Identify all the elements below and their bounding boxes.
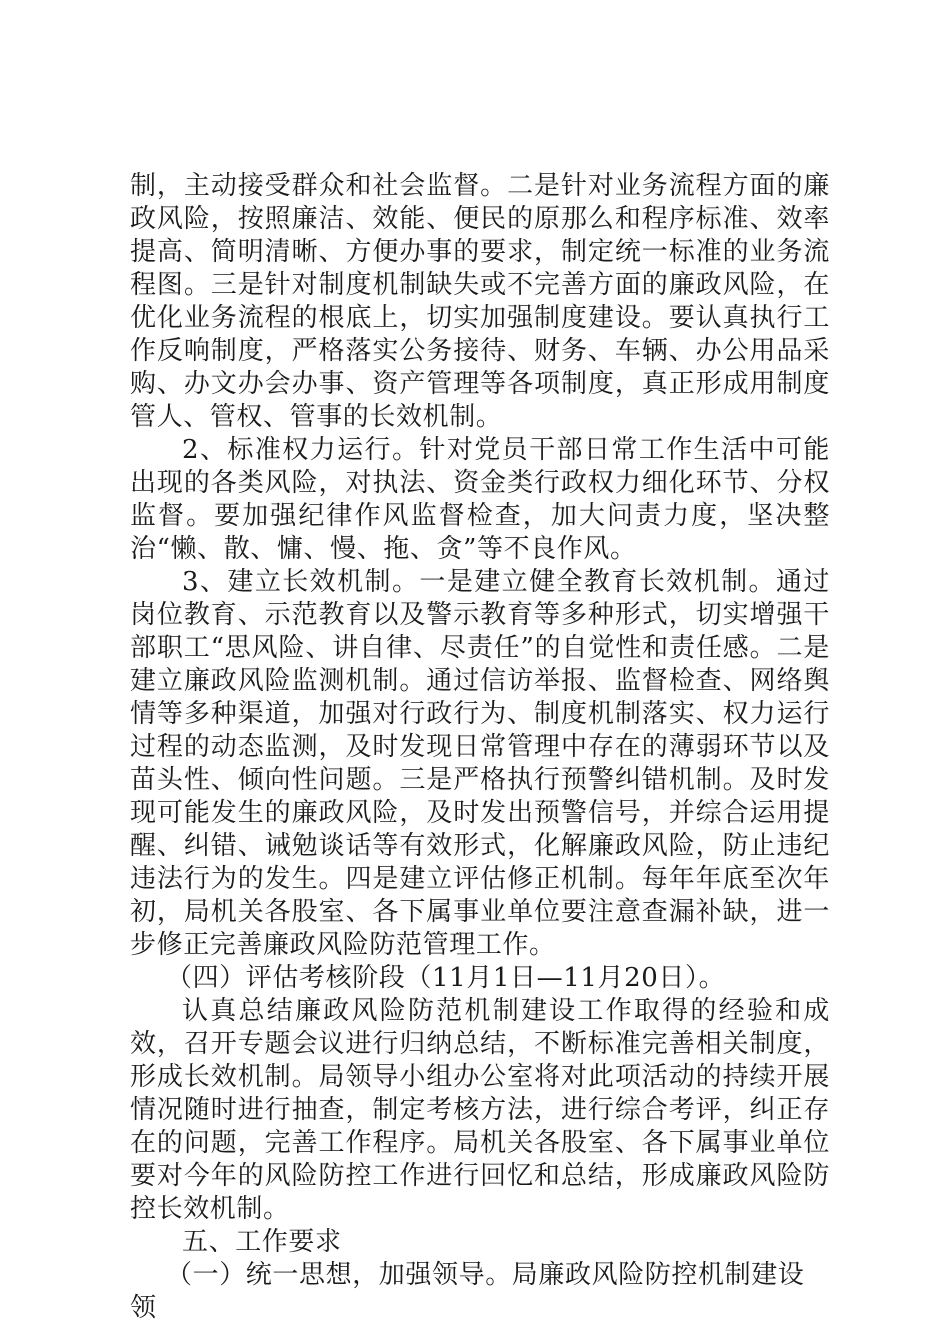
- paragraph-unify-thinking: （一）统一思想，加强领导。局廉政风险防控机制建设领: [130, 1260, 805, 1323]
- section-heading-work-requirements: 五、工作要求: [182, 1227, 342, 1257]
- paragraph-continuation: 制，主动接受群众和社会监督。二是针对业务流程方面的廉政风险，按照廉洁、效能、便民的原那么和程序标准、效率提高、简明清晰、方便办事的要求，制定统一标准的业务流程图。三是针对制度机制缺失或不完善方面的廉政风险，在优化业务流程的根底上，切实加强制度建设。要认真执行工作反响制度，严格落实公务接待、财务、车辆、办公用品采购、办文办会办事、资产管理等各项制度，真正形成用制度管人、管权、管事的长效机制。: [130, 171, 830, 432]
- document-body: [130, 170, 830, 1325]
- paragraph-long-term-mechanism: 3、建立长效机制。一是建立健全教育长效机制。通过岗位教育、示范教育以及警示教育等多种形式，切实增强干部职工“思风险、讲自律、尽责任”的自觉性和责任感。二是建立廉政风险监测机制。通过信访举报、监督检查、网络舆情等多种渠道，加强对行政行为、制度机制落实、权力运行过程的动态监测，及时发现日常管理中存在的薄弱环节以及苗头性、倾向性问题。三是严格执行预警纠错机制。及时发现可能发生的廉政风险，及时发出预警信号，并综合运用提醒、纠错、诫勉谈话等有效形式，化解廉政风险，防止违纪违法行为的发生。四是建立评估修正机制。每年年底至次年初，局机关各股室、各下属事业单位要注意查漏补缺，进一步修正完善廉政风险防范管理工作。: [130, 567, 830, 960]
- section-heading-evaluation: （四）评估考核阶段（11月1日—11月20日）。: [166, 963, 726, 993]
- paragraph-standard-power: 2、标准权力运行。针对党员干部日常工作生活中可能出现的各类风险，对执法、资金类行政权力细化环节、分权监督。要加强纪律作风监督检查，加大问责力度，坚决整治“懒、散、慵、慢、拖、贪”等不良作风。: [130, 435, 830, 564]
- paragraph-evaluation: 认真总结廉政风险防范机制建设工作取得的经验和成效，召开专题会议进行归纳总结，不断标准完善相关制度，形成长效机制。局领导小组办公室将对此项活动的持续开展情况随时进行抽查，制定考核方法，进行综合考评，纠正存在的问题，完善工作程序。局机关各股室、各下属事业单位要对今年的风险防控工作进行回忆和总结，形成廉政风险防控长效机制。: [130, 996, 830, 1224]
